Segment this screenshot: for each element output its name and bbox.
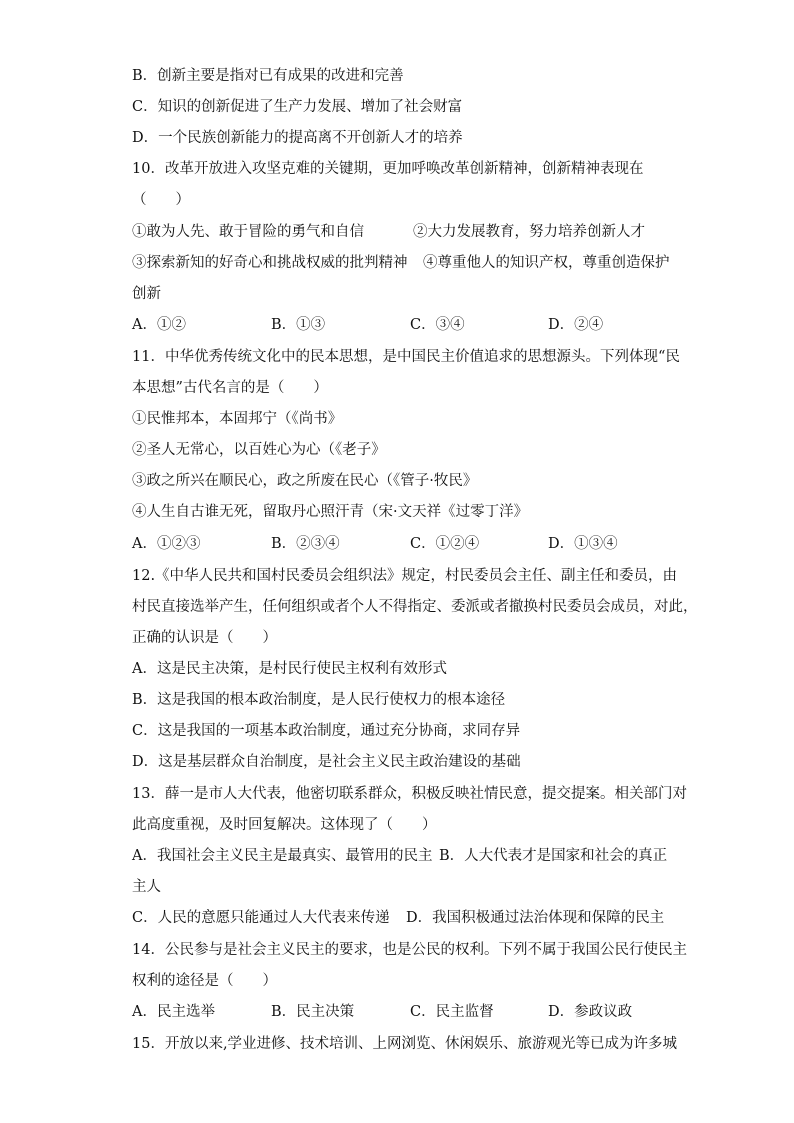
- q9-option-c: C．知识的创新促进了生产力发展、增加了社会财富: [132, 99, 463, 115]
- q12-stem-line2: 村民直接选举产生，任何组织或者个人不得指定、委派或者撤换村民委员会成员，对此，: [132, 599, 698, 615]
- q12-option-a: A．这是民主决策，是村民行使民主权利有效形式: [132, 661, 447, 677]
- q14-stem-line1: 14．公民参与是社会主义民主的要求，也是公民的权利。下列不属于我国公民行使民主: [132, 942, 687, 958]
- q14-option-a: A．民主选举: [132, 1004, 215, 1020]
- q13-option-b: B．人大代表才是国家和社会的真正: [439, 848, 668, 864]
- q12-stem-line3: 正确的认识是（ ）: [132, 630, 277, 646]
- q13-stem-line2: 此高度重视，及时回复解决。这体现了（ ）: [132, 817, 437, 833]
- q10-option-b: B．①③: [271, 317, 326, 333]
- q14-option-b: B．民主决策: [271, 1004, 355, 1020]
- q12-option-b: B．这是我国的根本政治制度，是人民行使权力的根本途径: [132, 692, 506, 708]
- q12-option-c: C．这是我国的一项基本政治制度，通过充分协商，求同存异: [132, 723, 521, 739]
- q13-option-a: A．我国社会主义民主是最真实、最管用的民主: [132, 848, 433, 864]
- q10-stem: 10．改革开放进入攻坚克难的关键期，更加呼唤改革创新精神，创新精神表现在: [132, 161, 644, 177]
- q10-item-1: ①敢为人先、敢于冒险的勇气和自信: [132, 224, 364, 240]
- q14-option-c: C．民主监督: [410, 1004, 494, 1020]
- q11-option-b: B．②③④: [271, 536, 340, 552]
- q13-option-b-cont: 主人: [132, 879, 161, 895]
- q10-option-a: A．①②: [132, 317, 186, 333]
- q10-answer-paren: （ ）: [132, 192, 190, 208]
- q11-option-d: D．①③④: [548, 536, 618, 552]
- q10-option-c: C．③④: [410, 317, 465, 333]
- q10-item-3: ③探索新知的好奇心和挑战权威的批判精神: [132, 255, 408, 271]
- q10-item-2: ②大力发展教育，努力培养创新人才: [413, 224, 645, 240]
- q10-item-4: ④尊重他人的知识产权，尊重创造保护: [423, 255, 670, 271]
- q9-option-b: B．创新主要是指对已有成果的改进和完善: [132, 68, 404, 84]
- q11-item-3: ③政之所兴在顺民心，政之所废在民心（《管子·牧民》: [132, 473, 478, 489]
- q13-stem-line1: 13．薛一是市人大代表，他密切联系群众，积极反映社情民意，提交提案。相关部门对: [132, 786, 687, 802]
- q11-stem-line2: 本思想”古代名言的是（ ）: [132, 380, 328, 396]
- q10-item-4-cont: 创新: [132, 286, 161, 302]
- q11-item-2: ②圣人无常心，以百姓心为心（《老子》: [132, 442, 386, 458]
- q11-option-c: C．①②④: [410, 536, 480, 552]
- q9-option-d: D．一个民族创新能力的提高离不开创新人才的培养: [132, 130, 463, 146]
- q13-option-c: C．人民的意愿只能通过人大代表来传递: [132, 910, 390, 926]
- q12-option-d: D．这是基层群众自治制度，是社会主义民主政治建设的基础: [132, 754, 521, 770]
- q11-item-4: ④人生自古谁无死，留取丹心照汗青（宋·文天祥《过零丁洋》: [132, 504, 529, 520]
- q14-option-d: D．参政议政: [548, 1004, 633, 1020]
- q11-option-a: A．①②③: [132, 536, 201, 552]
- q10-option-d: D．②④: [548, 317, 604, 333]
- q13-option-d: D．我国积极通过法治体现和保障的民主: [406, 910, 665, 926]
- q12-stem-line1: 12.《中华人民共和国村民委员会组织法》规定，村民委员会主任、副主任和委员，由: [132, 568, 678, 584]
- q15-stem-line1: 15．开放以来,学业进修、技术培训、上网浏览、休闲娱乐、旅游观光等已成为许多城: [132, 1036, 678, 1052]
- q11-stem-line1: 11．中华优秀传统文化中的民本思想，是中国民主价值追求的思想源头。下列体现“民: [132, 349, 680, 365]
- q14-stem-line2: 权利的途径是（ ）: [132, 973, 277, 989]
- q11-item-1: ①民惟邦本，本固邦宁（《尚书》: [132, 411, 343, 427]
